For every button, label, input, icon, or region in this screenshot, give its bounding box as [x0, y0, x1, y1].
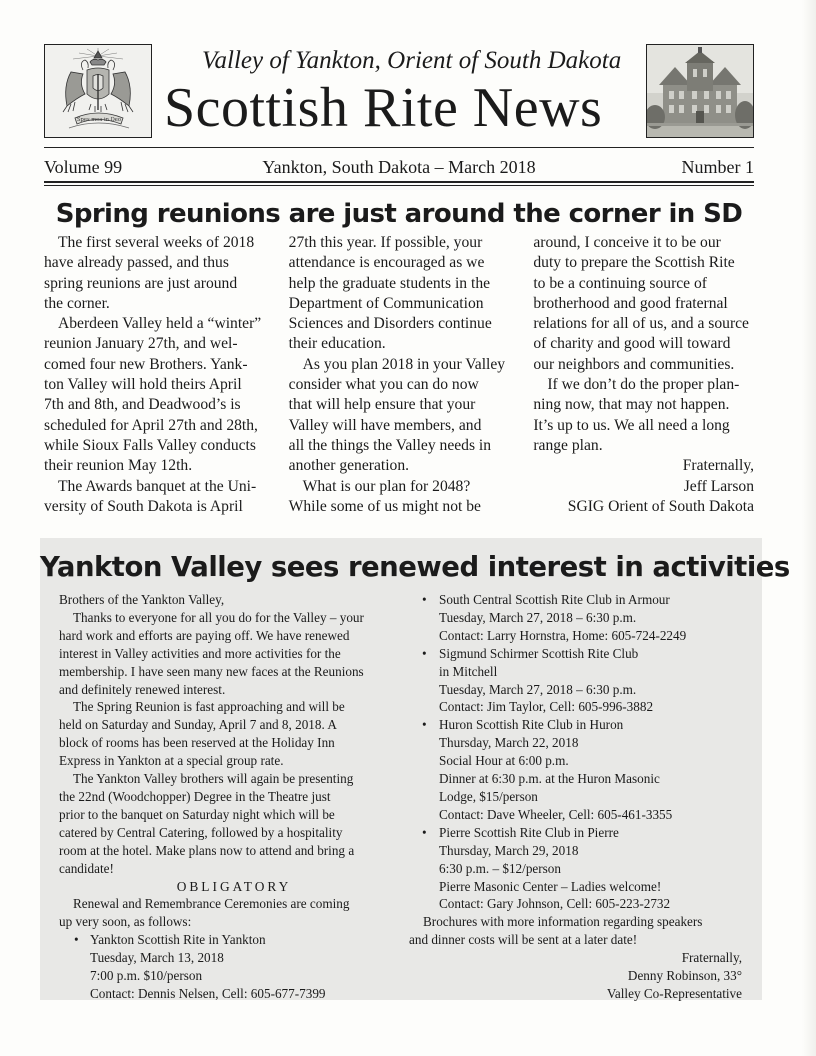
text-line: The Yankton Valley brothers will again be presenting [73, 771, 354, 787]
text-line: held on Saturday and Sunday, April 7 and 8, 2018. A [59, 717, 337, 733]
text-line: attendance is encouraged as we [288, 254, 485, 272]
text-line: relations for all of us, and a source [533, 315, 749, 333]
yankton-valley-article [40, 538, 790, 1001]
text-line: reunion January 27th, and wel- [44, 335, 238, 353]
paragraph [44, 233, 265, 314]
text-line: Valley will have members, and [288, 416, 482, 434]
text-line: another generation. [288, 457, 410, 475]
folio-bar [44, 147, 754, 188]
event-list [59, 931, 409, 1003]
signature-line: Denny Robinson, 33° [627, 968, 742, 984]
issue-number: Number 1 [681, 157, 754, 177]
text-line: to be a continuing source of [533, 274, 707, 292]
text-line: Contact: Dennis Nelsen, Cell: 605-677-7399 [90, 985, 326, 1001]
paragraph [289, 233, 510, 355]
signature-line: Fraternally, [681, 950, 742, 966]
text-line: Contact: Jim Taylor, Cell: 605-996-3882 [439, 699, 654, 715]
article-column [44, 233, 265, 517]
signature-line: Valley Co-Representative [606, 985, 742, 1001]
text-line: membership. I have seen many new faces at the Reunions [59, 663, 364, 679]
text-line: the corner. [44, 294, 110, 312]
text-line: range plan. [533, 436, 603, 454]
paragraph [59, 609, 409, 699]
text-line: • Pierre Scottish Rite Club in Pierre [439, 824, 619, 840]
text-line: interest in Valley activities and more activities for the [59, 645, 341, 661]
text-line: Express in Yankton at a special group rate. [59, 753, 284, 769]
text-line: block of rooms has been reserved at the Holiday Inn [59, 735, 335, 751]
text-line: ning now, that may not happen. [533, 396, 730, 414]
signature-line: Jeff Larson [683, 477, 755, 495]
article-column [533, 233, 754, 517]
text-line: duty to prepare the Scottish Rite [533, 254, 735, 272]
text-line: Thursday, March 22, 2018 [439, 735, 579, 751]
text-line: candidate! [59, 860, 114, 876]
paragraph [44, 314, 265, 476]
text-line: Department of Communication [288, 294, 484, 312]
text-line: Brochures with more information regarding speakers [423, 914, 703, 930]
article-right-column [409, 591, 742, 1003]
text-line: spring reunions are just around [44, 274, 238, 292]
emblem-motto: Spes mea in Deo [77, 117, 121, 123]
text-line: Contact: Dave Wheeler, Cell: 605-461-3355 [439, 806, 673, 822]
text-line: room at the hotel. Make plans now to attend and bring a [59, 842, 355, 858]
text-line: consider what you can do now [288, 376, 479, 394]
text-line: The first several weeks of 2018 [58, 234, 255, 251]
text-line: around, I conceive it to be our [533, 234, 721, 251]
folio-rule-thick [44, 181, 754, 183]
scottish-rite-building-photo [646, 44, 754, 138]
text-line: ton Valley will hold theirs April [44, 376, 242, 394]
event-item [409, 645, 742, 717]
building-photo-image [647, 45, 753, 137]
text-line: 7:00 p.m. $10/person [90, 968, 203, 984]
text-line: • Sigmund Schirmer Scottish Rite Club [439, 645, 639, 661]
signature-line: SGIG Orient of South Dakota [567, 497, 755, 515]
text-line: Thanks to everyone for all you do for the Valley – your [73, 609, 364, 625]
paragraph [59, 770, 409, 877]
obligatory-intro [59, 895, 409, 931]
text-line: hard work and efforts are paying off. We have renewed [59, 627, 350, 643]
text-line: 7th and 8th, and Deadwood’s is [44, 396, 241, 414]
text-line: all the things the Valley needs in [288, 436, 492, 454]
article-columns [44, 233, 754, 517]
text-line: the 22nd (Woodchopper) Degree in the Theatre just [59, 788, 331, 804]
volume-label: Volume 99 [44, 157, 123, 177]
text-line: The Spring Reunion is fast approaching and will be [73, 699, 345, 715]
article-left-column [59, 591, 409, 1003]
folio-rule-thin [44, 185, 754, 186]
text-line: prior to the banquet on Saturday night which will be [59, 806, 335, 822]
paragraph [533, 233, 754, 375]
text-line: 27th this year. If possible, your [288, 234, 483, 251]
text-line: that will help ensure that your [288, 396, 476, 414]
text-line: The Awards banquet at the Uni- [58, 477, 257, 495]
text-line: and dinner costs will be sent at a later date! [409, 932, 638, 948]
event-item [59, 931, 409, 1003]
brochure-note [409, 913, 742, 949]
text-line: Dinner at 6:30 p.m. at the Huron Masonic [439, 771, 660, 787]
text-line: Pierre Masonic Center – Ladies welcome! [439, 878, 662, 894]
text-line: • Huron Scottish Rite Club in Huron [439, 717, 624, 733]
text-line: their education. [288, 335, 386, 353]
text-line: brotherhood and good fraternal [533, 294, 728, 312]
spring-reunions-article [44, 199, 754, 517]
text-line: • Yankton Scottish Rite in Yankton [90, 932, 266, 948]
masthead-valley-line: Valley of Yankton, Orient of South Dakota [202, 47, 622, 74]
newsletter-title: Scottish Rite News [164, 77, 603, 139]
text-line: Tuesday, March 27, 2018 – 6:30 p.m. [439, 609, 637, 625]
text-line: Contact: Gary Johnson, Cell: 605-223-2732 [439, 896, 671, 912]
text-line: If we don’t do the proper plan- [547, 376, 740, 394]
signature-line: Fraternally, [682, 457, 755, 475]
text-line: in Mitchell [439, 663, 498, 679]
page-edge-shadow [802, 0, 816, 1056]
event-item [409, 716, 742, 823]
text-line: comed four new Brothers. Yank- [44, 355, 248, 373]
masthead [44, 44, 754, 140]
text-line: our neighbors and communities. [533, 355, 735, 373]
event-list [409, 591, 742, 913]
text-line: versity of South Dakota is April [44, 497, 243, 515]
double-headed-eagle-icon [49, 48, 147, 134]
text-line: Lodge, $15/person [439, 788, 538, 804]
text-line: Sciences and Disorders continue [288, 315, 492, 333]
article-headline: Yankton Valley sees renewed interest in activities [40, 551, 790, 583]
text-line: Renewal and Remembrance Ceremonies are coming [73, 896, 350, 912]
text-line: It’s up to us. We all need a long [533, 416, 730, 434]
article-column [289, 233, 510, 517]
text-line: Tuesday, March 27, 2018 – 6:30 p.m. [439, 681, 637, 697]
text-line: and definitely renewed interest. [59, 681, 226, 697]
emblem-box [44, 44, 152, 138]
text-line: Tuesday, March 13, 2018 [90, 950, 224, 966]
paragraph [289, 477, 510, 518]
text-line: up very soon, as follows: [59, 914, 192, 930]
text-line: As you plan 2018 in your Valley [302, 355, 506, 373]
text-line: of charity and good will toward [533, 335, 731, 353]
paragraph [533, 375, 754, 456]
text-line: Social Hour at 6:00 p.m. [439, 753, 569, 769]
salutation: Brothers of the Yankton Valley, [59, 592, 225, 607]
text-line: have already passed, and thus [44, 254, 229, 272]
text-line: 6:30 p.m. – $12/person [439, 860, 561, 876]
text-line: Contact: Larry Hornstra, Home: 605-724-2249 [439, 627, 687, 643]
event-item [409, 591, 742, 645]
text-line: help the graduate students in the [288, 274, 491, 292]
text-line: • South Central Scottish Rite Club in Armour [439, 592, 670, 607]
text-line: What is our plan for 2048? [302, 477, 471, 495]
text-line: catered by Central Catering, followed by a hospitality [59, 824, 343, 840]
paragraph [289, 355, 510, 477]
obligatory-heading: OBLIGATORY [176, 878, 292, 894]
dateline: Yankton, South Dakota – March 2018 [262, 157, 536, 177]
text-line: while Sioux Falls Valley conducts [44, 436, 256, 454]
text-line: Aberdeen Valley held a “winter” [58, 315, 262, 333]
text-line: Thursday, March 29, 2018 [439, 842, 579, 858]
article-headline: Spring reunions are just around the corner in SD [55, 199, 743, 229]
text-line: scheduled for April 27th and 28th, [44, 416, 258, 434]
text-line: their reunion May 12th. [44, 457, 193, 475]
event-item [409, 824, 742, 914]
paragraph [44, 477, 265, 518]
paragraph [59, 698, 409, 770]
text-line: While some of us might not be [288, 497, 481, 515]
